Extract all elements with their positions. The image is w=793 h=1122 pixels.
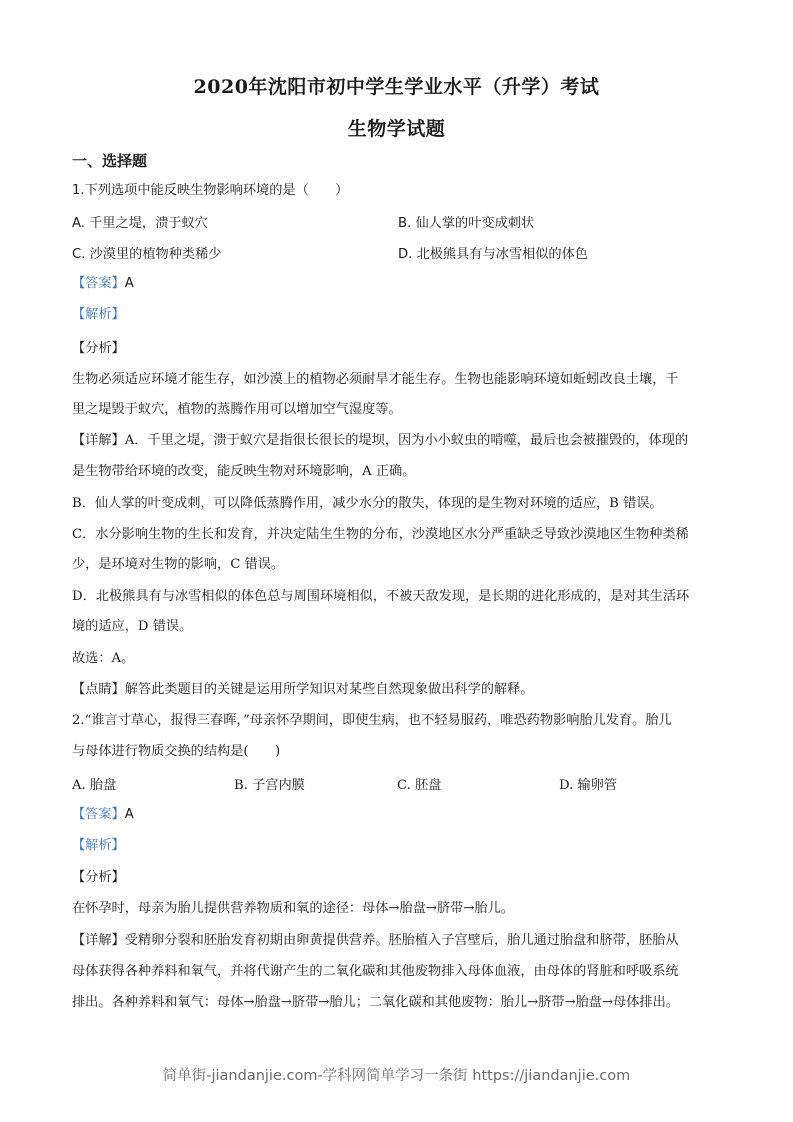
q1-detail-line: C．水分影响生物的生长和发育，并决定陆生生物的分布，沙漠地区水分严重缺乏导致沙漠地区生物种类稀 [72, 527, 689, 542]
q1-detail-line: 境的适应，D 错误。 [72, 619, 193, 634]
answer-value: A [124, 276, 134, 291]
q1-option-a [72, 212, 208, 231]
q2-option-d [559, 774, 617, 793]
q2-detail-line: 母体获得各种养料和氧气，并将代谢产生的二氧化碳和其他废物排入母体血液，由母体的肾脏和呼吸系统 [72, 964, 679, 979]
q2-detail-line: 排出。各种养料和氧气：母体→胎盘→脐带→胎儿；二氧化碳和其他废物：胎儿→脐带→胎盘→母体排出。 [72, 995, 679, 1010]
q1-detail-line: 少，是环境对生物的影响，C 错误。 [72, 557, 285, 572]
option-text: 北极熊具有与冰雪相似的体色 [416, 247, 588, 262]
detail-text: 受精卵分裂和胚胎发育初期由卵黄提供营养。胚胎植入子宫壁后，胎儿通过胎盘和脐带，胚胎从 [124, 933, 679, 948]
page-subtitle: 生物学试题 [347, 118, 446, 140]
q1-option-c [72, 243, 221, 262]
q2-option-c [397, 774, 441, 793]
q2-answer [72, 805, 134, 825]
option-key: C. [397, 778, 411, 793]
q2-option-a [72, 774, 116, 793]
q1-fenxi-line: 里之堤毁于蚁穴，植物的蒸腾作用可以增加空气湿度等。 [72, 402, 402, 417]
q1-detail-line: D．北极熊具有与冰雪相似的体色总与周围环境相似，不被天敌发现，是长期的进化形成的，是对其生活环 [72, 589, 690, 604]
q1-answer [72, 274, 134, 294]
page-title: 2020年沈阳市初中学生学业水平（升学）考试 [193, 76, 600, 98]
option-key: B. [398, 216, 412, 231]
q2-analysis-label: 【解析】 [72, 838, 125, 853]
answer-label: 【答案】 [72, 807, 125, 822]
q1-fenxi-label: 【分析】 [72, 341, 125, 356]
q1-option-b [398, 212, 534, 231]
answer-value: A [124, 807, 134, 822]
detail-label: 【详解】 [72, 933, 125, 948]
q2-fenxi-label: 【分析】 [72, 870, 125, 885]
question-2-stem: 与母体进行物质交换的结构是( ) [72, 744, 281, 759]
section-heading: 一、选择题 [72, 152, 148, 170]
option-key: A. [72, 216, 85, 231]
q1-detail-line [72, 431, 688, 451]
dianjing-label: 【点睛】 [72, 682, 125, 697]
q2-detail-line [72, 931, 679, 951]
option-text: 沙漠里的植物种类稀少 [89, 247, 222, 262]
dianjing-text: 解答此类题目的关键是运用所学知识对某些自然现象做出科学的解释。 [124, 682, 534, 697]
option-text: 输卵管 [577, 778, 618, 793]
question-2-stem: 2.“谁言寸草心，报得三春晖，”母亲怀孕期间，即使生病，也不轻易服药，唯恐药物影响胎儿发育。胎儿 [72, 713, 672, 728]
q1-detail-line: B．仙人掌的叶变成刺，可以降低蒸腾作用，减少水分的散失，体现的是生物对环境的适应，B 错误。 [72, 496, 663, 511]
option-text: 胚盘 [415, 778, 442, 793]
q1-fenxi-line: 生物必须适应环境才能生存，如沙漠上的植物必须耐旱才能生存。生物也能影响环境如蚯蚓改良土壤，千 [72, 372, 679, 387]
option-key: D. [398, 247, 413, 262]
option-text: 仙人掌的叶变成刺状 [415, 216, 535, 231]
q1-dianjing [72, 680, 534, 700]
q1-detail-line: 是生物带给环境的改变，能反映生物对环境影响，A 正确。 [72, 464, 416, 479]
option-text: 胎盘 [89, 778, 117, 793]
q1-analysis-label: 【解析】 [72, 307, 125, 322]
option-key: D. [559, 778, 574, 793]
q1-conclusion: 故选：A。 [72, 651, 135, 666]
option-key: A. [72, 778, 86, 793]
detail-text: A．千里之堤，溃于蚁穴是指很长很长的堤坝，因为小小蚁虫的啃噬，最后也会被摧毁的，体现的 [124, 433, 689, 448]
option-key: C. [72, 247, 86, 262]
option-key: B. [234, 778, 248, 793]
option-text: 子宫内膜 [252, 778, 305, 793]
option-text: 千里之堤，溃于蚁穴 [89, 216, 208, 231]
question-1-stem: 1.下列选项中能反映生物影响环境的是（ ） [72, 183, 349, 198]
answer-label: 【答案】 [72, 276, 125, 291]
q2-fenxi-text: 在怀孕时，母亲为胎儿提供营养物质和氧的途径：母体→胎盘→脐带→胎儿。 [72, 901, 514, 916]
footer-watermark: 简单街-jiandanjie.com-学科网简单学习一条街 https://jiandanjie.com [162, 1068, 631, 1084]
q2-option-b [234, 774, 305, 793]
detail-label: 【详解】 [72, 433, 125, 448]
q1-option-d [398, 243, 588, 262]
